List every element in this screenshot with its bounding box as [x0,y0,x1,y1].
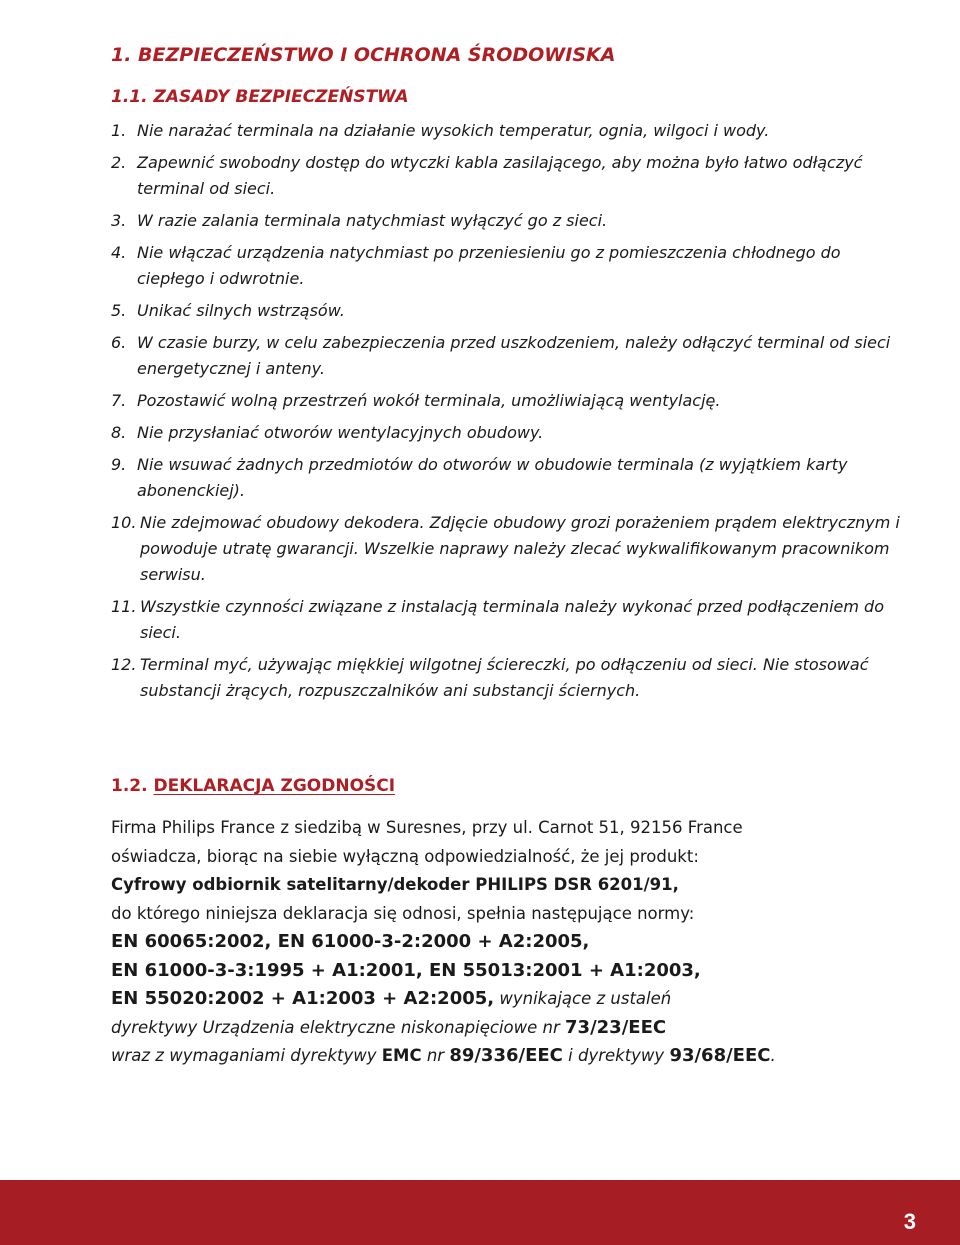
page-number: 3 [903,1209,916,1234]
list-item: 7. Pozostawić wolną przestrzeń wokół terminala, umożliwiającą wentylację. [111,391,721,410]
list-item: 2. Zapewnić swobodny dostęp do wtyczki kabla zasilającego, aby można było łatwo odłączyć terminal od sieci. [111,153,863,198]
emc-line: wraz z wymaganiami dyrektywy EMC nr 89/336/EEC i dyrektywy 93/68/EEC. [111,1045,776,1066]
list-item: 5. Unikać silnych wstrząsów. [111,301,345,320]
norms-line: EN 55020:2002 + A1:2003 + A2:2005, wynikające z ustaleń [111,988,672,1009]
subsection-title-safety: 1.1. ZASADY BEZPIECZEŃSTWA [111,87,409,107]
directive-line: dyrektywy Urządzenia elektryczne niskonapięciowe nr 73/23/EEC [111,1016,667,1038]
safety-rules-list [111,118,901,710]
subsection-title-declaration: 1.2. DEKLARACJA ZGODNOŚCI [111,776,396,796]
list-item: 6. W czasie burzy, w celu zabezpieczenia przed uszkodzeniem, należy odłączyć terminal od sieci energetycznej i anteny. [111,333,891,378]
list-item: 9. Nie wsuwać żadnych przedmiotów do otworów w obudowie terminala (z wyjątkiem karty abonenckiej). [111,455,848,500]
declaration-text [111,814,911,1071]
list-item: 4. Nie włączać urządzenia natychmiast po przeniesieniu go z pomieszczenia chłodnego do ciepłego i odwrotnie. [111,243,841,288]
norms-line: EN 60065:2002, EN 61000-3-2:2000 + A2:2005, [111,931,590,952]
product-name: Cyfrowy odbiornik satelitarny/dekoder PHILIPS DSR 6201/91, [111,875,679,894]
list-item: 11. Wszystkie czynności związane z instalacją terminala należy wykonać przed podłączeniem do sieci. [111,597,884,642]
section-title: 1. BEZPIECZEŃSTWO I OCHRONA ŚRODOWISKA [111,44,616,66]
list-item: 3. W razie zalania terminala natychmiast wyłączyć go z sieci. [111,211,608,230]
norms-line: EN 61000-3-3:1995 + A1:2001, EN 55013:2001 + A1:2003, [111,959,701,981]
list-item: 10. Nie zdejmować obudowy dekodera. Zdjęcie obudowy grozi porażeniem prądem elektrycznym i powoduje utratę gwarancji. Wszelkie naprawy należy zlecać wykwalifikowanym pracownikom serwisu. [111,513,900,584]
list-item: 12. Terminal myć, używając miękkiej wilgotnej ściereczki, po odłączeniu od sieci. Nie stosować substancji żrących, rozpuszczalników ani substancji ściernych. [111,655,869,700]
declaration-line: Firma Philips France z siedzibą w Suresnes, przy ul. Carnot 51, 92156 France [111,818,743,837]
footer-bar [0,1180,960,1245]
declaration-line: oświadcza, biorąc na siebie wyłączną odpowiedzialność, że jej produkt: [111,846,699,866]
list-item: 8. Nie przysłaniać otworów wentylacyjnych obudowy. [111,423,544,442]
list-item: 1. Nie narażać terminala na działanie wysokich temperatur, ognia, wilgoci i wody. [111,121,770,140]
declaration-line: do którego niniejsza deklaracja się odnosi, spełnia następujące normy: [111,903,695,923]
